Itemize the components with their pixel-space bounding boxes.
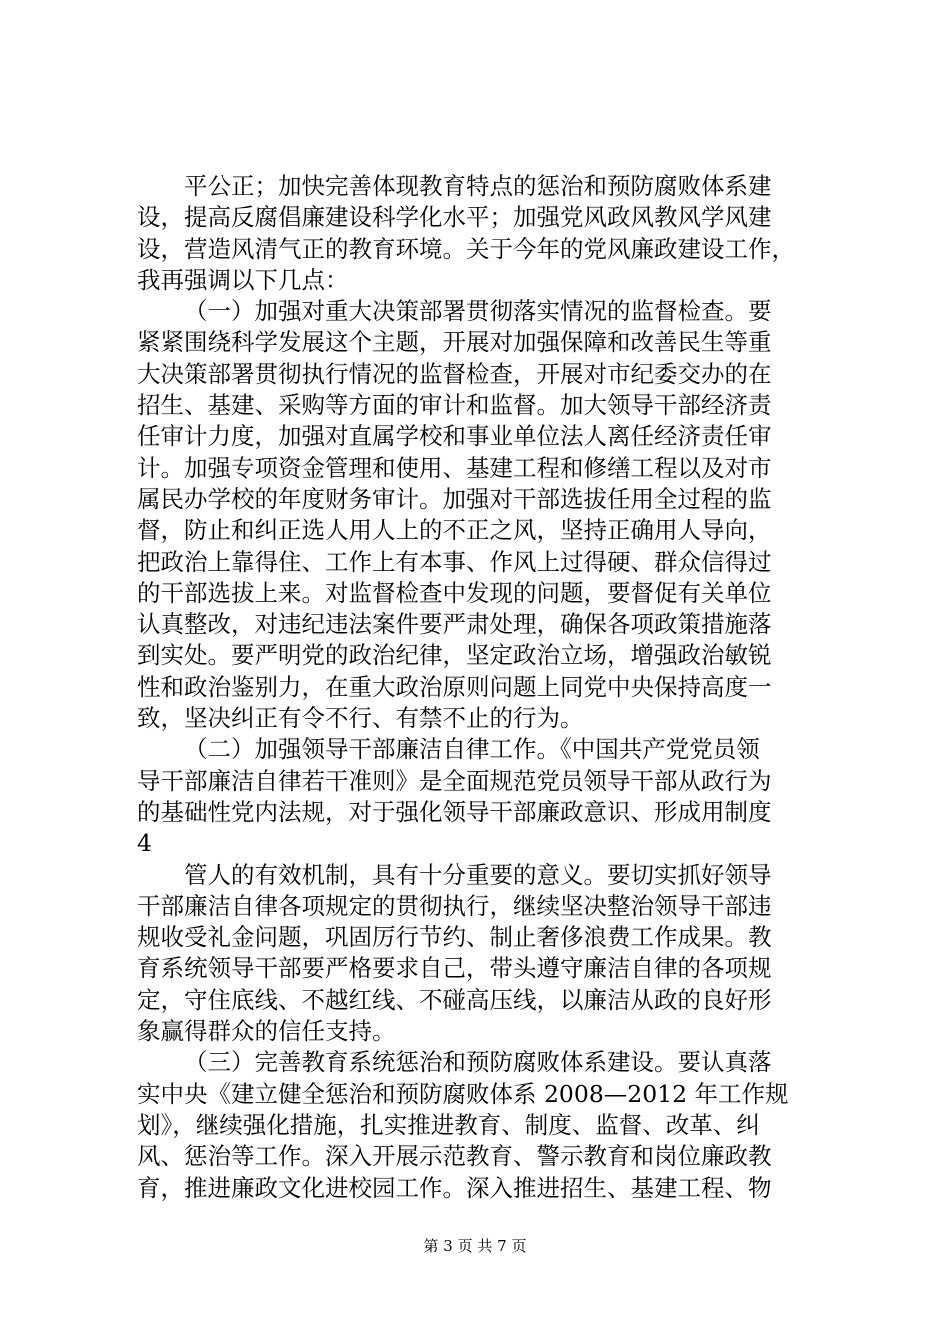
text-line: 招生、基建、采购等方面的审计和监督。加大领导干部经济责 bbox=[137, 391, 772, 420]
text-line: 划》，继续强化措施，扎实推进教育、制度、监督、改革、纠 bbox=[137, 1110, 760, 1139]
text-line: 育，推进廉政文化进校园工作。深入推进招生、基建工程、物 bbox=[137, 1173, 772, 1202]
text-line: 规收受礼金问题，巩固厉行节约、制止奢侈浪费工作成果。教 bbox=[137, 923, 772, 952]
text-line: 的基础性党内法规，对于强化领导干部廉政意识、形成用制度 bbox=[137, 797, 772, 826]
text-line: 计。加强专项资金管理和使用、基建工程和修缮工程以及对市 bbox=[137, 453, 772, 482]
text-line: 平公正；加快完善体现教育特点的惩治和预防腐败体系建 bbox=[184, 172, 772, 200]
text-line: 4 bbox=[137, 829, 152, 858]
text-line: 实中央《建立健全惩治和预防腐败体系 2008—2012 年工作规 bbox=[137, 1079, 789, 1108]
text-line: 督，防止和纠正选人用人上的不正之风，坚持正确用人导向， bbox=[137, 516, 772, 545]
text-line: 设，提高反腐倡廉建设科学化水平；加强党风政风教风学风建 bbox=[137, 203, 772, 232]
text-line: 风、惩治等工作。深入开展示范教育、警示教育和岗位廉政教 bbox=[137, 1142, 772, 1171]
text-line: 我再强调以下几点： bbox=[137, 265, 349, 294]
text-line: 育系统领导干部要严格要求自己，带头遵守廉洁自律的各项规 bbox=[137, 954, 772, 983]
text-line: 认真整改，对违纪违法案件要严肃处理，确保各项政策措施落 bbox=[137, 610, 772, 639]
text-line: （二）加强领导干部廉洁自律工作。《中国共产党党员领 bbox=[184, 735, 760, 764]
text-line: 致，坚决纠正有令不行、有禁不止的行为。 bbox=[137, 704, 584, 733]
text-line: 象赢得群众的信任支持。 bbox=[137, 1017, 396, 1046]
text-line: 设，营造风清气正的教育环境。关于今年的党风廉政建设工作， bbox=[137, 234, 795, 263]
text-line: 紧紧围绕科学发展这个主题，开展对加强保障和改善民生等重 bbox=[137, 328, 772, 357]
text-line: （三）完善教育系统惩治和预防腐败体系建设。要认真落 bbox=[184, 1048, 772, 1077]
text-line: 属民办学校的年度财务审计。加强对干部选拔任用全过程的监 bbox=[137, 484, 772, 513]
body-text bbox=[137, 171, 837, 1204]
text-line: 管人的有效机制，具有十分重要的意义。要切实抓好领导 bbox=[184, 860, 772, 889]
text-line: 导干部廉洁自律若干准则》是全面规范党员领导干部从政行为 bbox=[137, 766, 772, 795]
text-line: 定，守住底线、不越红线、不碰高压线，以廉洁从政的良好形 bbox=[137, 985, 772, 1014]
text-line: 性和政治鉴别力，在重大政治原则问题上同党中央保持高度一 bbox=[137, 672, 772, 701]
text-line: 干部廉洁自律各项规定的贯彻执行，继续坚决整治领导干部违 bbox=[137, 891, 772, 920]
text-line: 把政治上靠得住、工作上有本事、作风上过得硬、群众信得过 bbox=[137, 547, 772, 576]
text-line: 到实处。要严明党的政治纪律，坚定政治立场，增强政治敏锐 bbox=[137, 641, 772, 670]
text-line: 大决策部署贯彻执行情况的监督检查，开展对市纪委交办的在 bbox=[137, 359, 772, 388]
text-line: 任审计力度，加强对直属学校和事业单位法人离任经济责任审 bbox=[137, 422, 772, 451]
text-line: 的干部选拔上来。对监督检查中发现的问题，要督促有关单位 bbox=[137, 578, 772, 607]
text-line: （一）加强对重大决策部署贯彻落实情况的监督检查。要 bbox=[184, 297, 772, 326]
page-footer: 第 3 页 共 7 页 bbox=[423, 1237, 527, 1255]
